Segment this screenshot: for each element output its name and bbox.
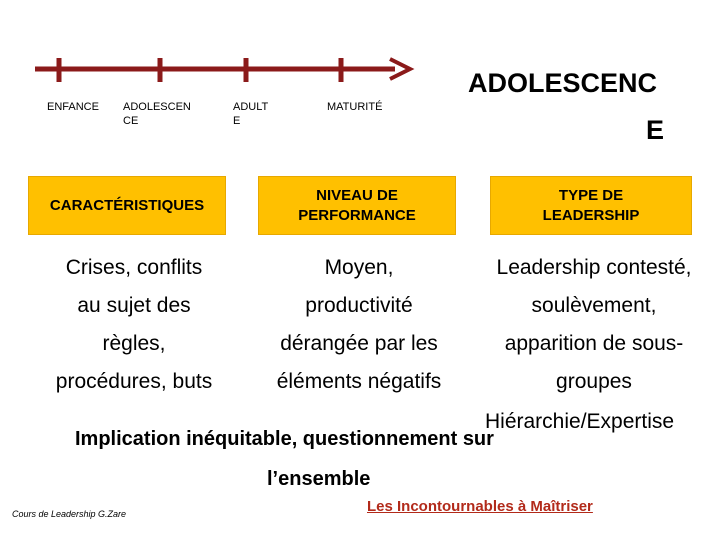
stage-adolescence: ADOLESCEN CE xyxy=(123,101,191,127)
stage-enfance: ENFANCE xyxy=(47,101,99,113)
slide-title-line2: E xyxy=(646,115,665,145)
header-label: NIVEAU DE PERFORMANCE xyxy=(298,186,416,224)
header-niveau-performance xyxy=(258,176,456,235)
header-label: CARACTÉRISTIQUES xyxy=(49,196,205,214)
text-line: éléments négatifs xyxy=(276,370,442,393)
header-caracteristiques xyxy=(28,176,226,235)
column-performance xyxy=(245,249,473,401)
header-label: TYPE DE LEADERSHIP xyxy=(542,186,640,224)
stage-maturite: MATURITÉ xyxy=(327,101,383,113)
text-line: au sujet des xyxy=(77,294,191,317)
stage-adulte: ADULT E xyxy=(233,101,269,127)
text-line: Leadership contesté, xyxy=(496,256,692,279)
text-line: Crises, conflits xyxy=(65,256,203,279)
text-line: productivité xyxy=(305,294,413,317)
text-line: dérangée par les xyxy=(280,332,438,355)
footer-link[interactable]: Les Incontournables à Maîtriser xyxy=(367,498,593,515)
text-line: Moyen, xyxy=(324,256,394,279)
header-type-leadership xyxy=(490,176,692,235)
text-implication: Implication inéquitable, questionnement sur xyxy=(75,428,494,450)
text-line: soulèvement, xyxy=(531,294,657,317)
text-line: procédures, buts xyxy=(55,370,213,393)
text-line: apparition de sous- xyxy=(504,332,684,355)
text-line: groupes xyxy=(556,370,632,393)
text-hierarchie-expertise: Hiérarchie/Expertise xyxy=(485,410,675,433)
text-line: règles, xyxy=(102,332,166,355)
column-caracteristiques xyxy=(20,249,248,401)
column-leadership xyxy=(476,249,712,401)
timeline xyxy=(30,52,420,92)
slide-title-line1: ADOLESCENC xyxy=(468,68,658,98)
footer-course-credit: Cours de Leadership G.Zare xyxy=(12,509,127,519)
text-ensemble: l’ensemble xyxy=(267,468,371,490)
